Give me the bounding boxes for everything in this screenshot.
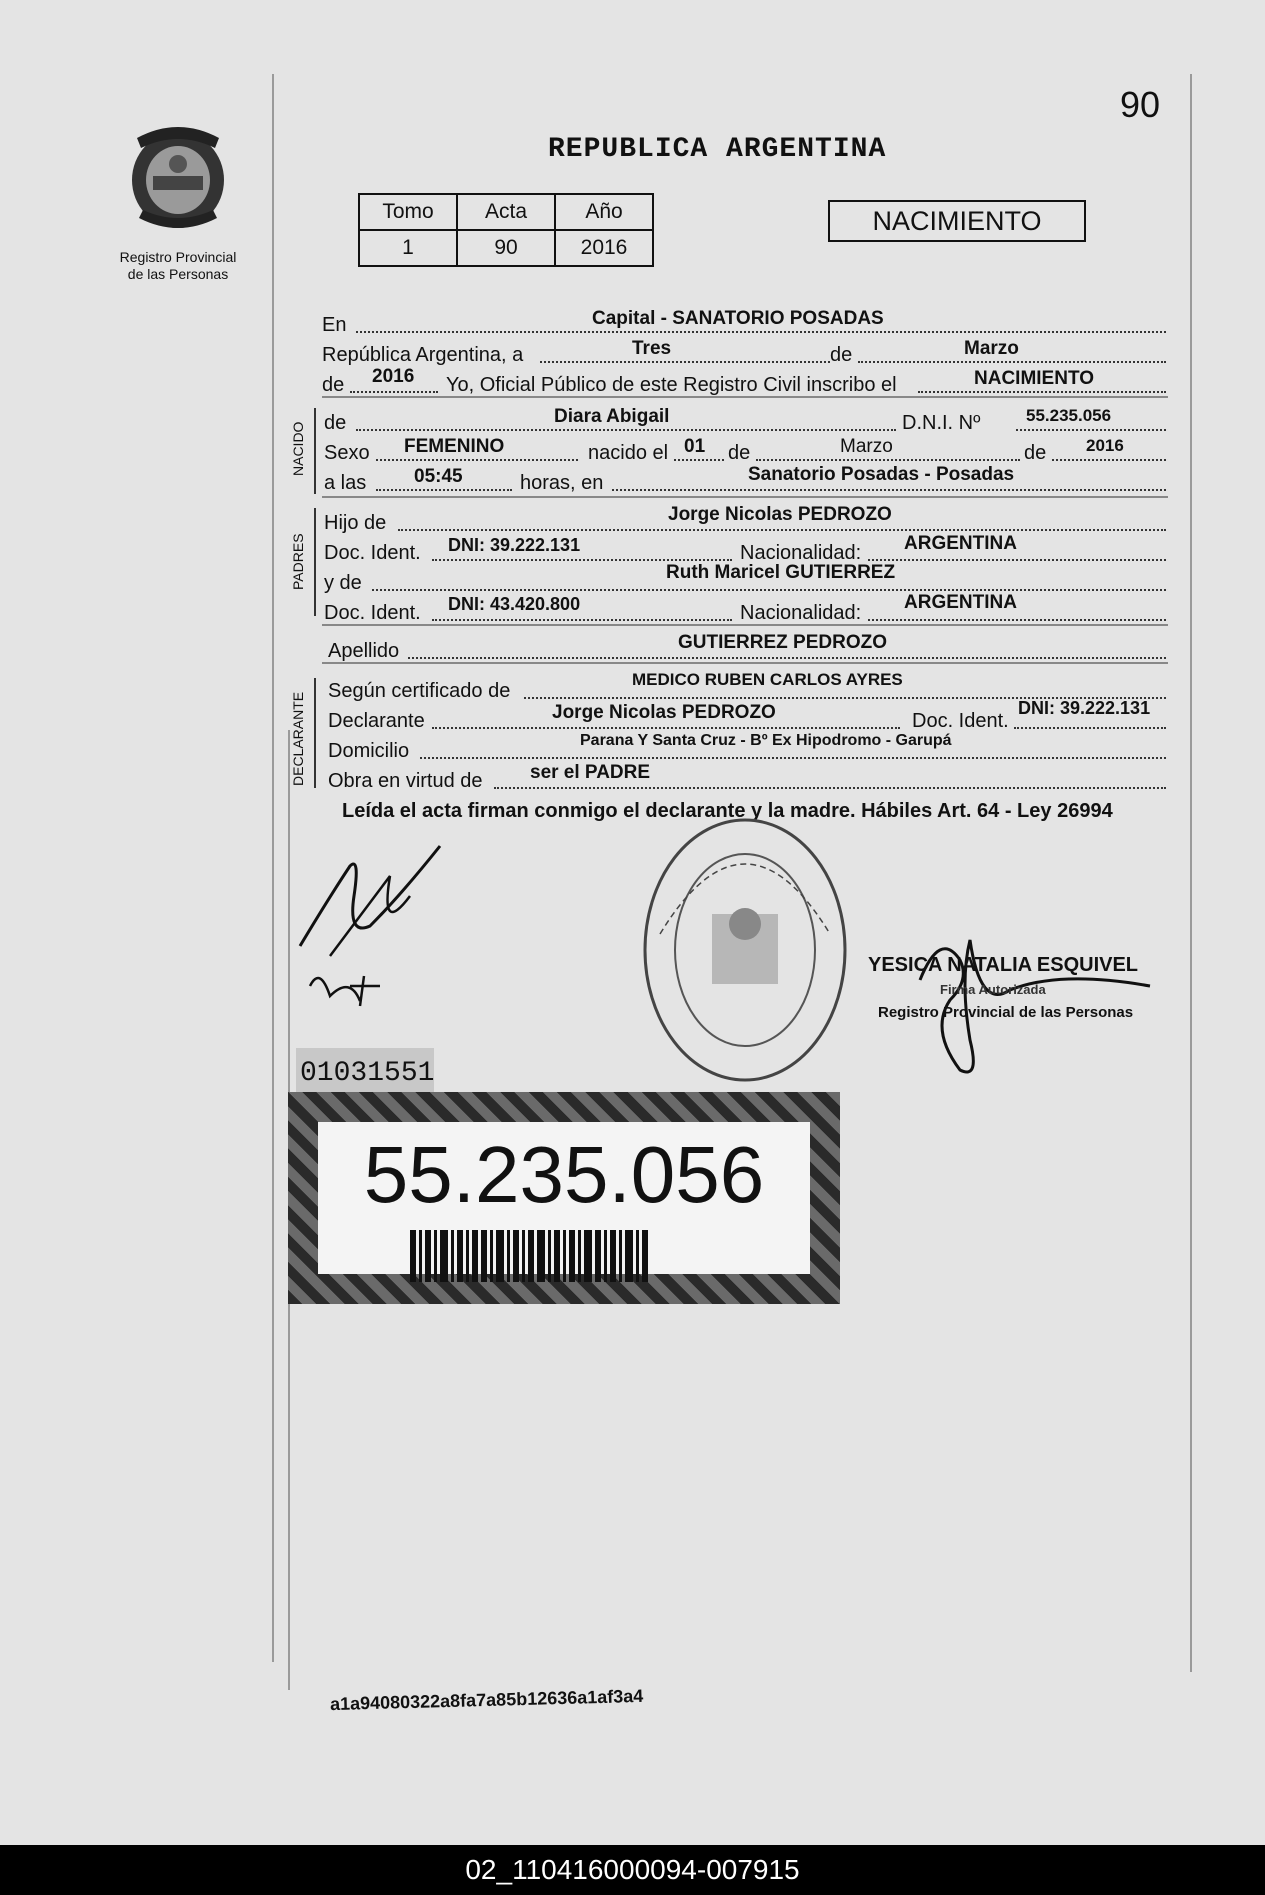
- value-nombre: Diara Abigail: [554, 406, 670, 427]
- label-de-mes-nac: de: [728, 442, 751, 464]
- label-horas-en: horas, en: [520, 472, 604, 494]
- label-doc-ident-padre: Doc. Ident.: [324, 542, 421, 564]
- closing-text: Leída el acta firman conmigo el declarante y la madre. Hábiles Art. 64 - Ley 26994: [342, 800, 1113, 822]
- value-anio-inscripcion: 2016: [372, 366, 415, 387]
- value-dia-inscripcion: Tres: [632, 338, 672, 359]
- value-lugar: Capital - SANATORIO POSADAS: [592, 308, 884, 329]
- header-tomo: Tomo: [359, 194, 457, 230]
- document-hash: a1a94080322a8fa7a85b12636a1af3a4: [329, 1685, 644, 1715]
- dotline-acto: [918, 391, 1166, 393]
- dotline-lugar-nac: [612, 489, 1166, 491]
- dotline-domicilio: [420, 757, 1166, 759]
- value-madre-dni: DNI: 43.420.800: [448, 594, 581, 614]
- dotline-padre-dni: [432, 559, 732, 561]
- dotline-padre: [398, 529, 1166, 531]
- dotline-mes-nac: [756, 459, 1020, 461]
- label-nacionalidad-padre: Nacionalidad:: [740, 542, 862, 564]
- dotline-apellido: [408, 657, 1166, 659]
- label-obra-en-virtud: Obra en virtud de: [328, 770, 483, 792]
- label-republica: República Argentina, a: [322, 344, 524, 366]
- record-type-box: NACIMIENTO: [828, 200, 1086, 242]
- dotline-madre: [372, 589, 1166, 591]
- identification-sticker: [288, 1092, 840, 1304]
- label-y-de: y de: [324, 572, 362, 594]
- registry-logo: [108, 118, 248, 283]
- official-stamp-icon: [640, 814, 850, 1086]
- separator-1: [322, 396, 1168, 398]
- bracket-nacido: [314, 408, 316, 494]
- value-padre-dni: DNI: 39.222.131: [448, 535, 581, 555]
- logo-caption-line1: Registro Provincial: [119, 249, 237, 265]
- value-obra: ser el PADRE: [530, 762, 651, 783]
- separator-4: [322, 662, 1168, 664]
- value-apellido: GUTIERREZ PEDROZO: [678, 632, 888, 653]
- value-padre: Jorge Nicolas PEDROZO: [668, 504, 892, 525]
- value-anio-nac: 2016: [1086, 436, 1124, 455]
- label-a-las: a las: [324, 472, 367, 494]
- left-margin-line: [272, 74, 274, 1662]
- value-tomo: 1: [359, 230, 457, 266]
- serial-number: 01031551: [296, 1048, 434, 1098]
- separator-2: [322, 496, 1168, 498]
- label-segun-certificado: Según certificado de: [328, 680, 511, 702]
- value-lugar-nac: Sanatorio Posadas - Posadas: [748, 464, 1015, 485]
- label-yo-oficial: Yo, Oficial Público de este Registro Civil inscribo el: [446, 374, 897, 396]
- dotline-madre-nac: [868, 619, 1166, 621]
- registry-table-value-row: [359, 230, 653, 266]
- dotline-madre-dni: [432, 619, 732, 621]
- bracket-padres: [314, 508, 316, 616]
- dotline-dia: [540, 361, 830, 363]
- side-label-padres: PADRES: [290, 533, 306, 590]
- dotline-dni: [1016, 429, 1166, 431]
- label-nacido-el: nacido el: [588, 442, 669, 464]
- dotline-dia-nac: [674, 459, 724, 461]
- side-label-declarante: DECLARANTE: [290, 691, 306, 786]
- value-mes-inscripcion: Marzo: [964, 338, 1019, 359]
- label-dni: D.N.I. Nº: [902, 412, 981, 434]
- label-de-anio: de: [322, 374, 345, 396]
- value-declarante-dni: DNI: 39.222.131: [1018, 698, 1151, 718]
- sticker-number: 55.235.056: [363, 1130, 765, 1219]
- value-domicilio: Parana Y Santa Cruz - Bº Ex Hipodromo - Garupá: [580, 732, 952, 749]
- value-acto: NACIMIENTO: [974, 368, 1094, 389]
- header-anio: Año: [555, 194, 653, 230]
- label-doc-ident-madre: Doc. Ident.: [324, 602, 421, 624]
- label-doc-ident-declarante: Doc. Ident.: [912, 710, 1009, 732]
- label-en: En: [322, 314, 347, 336]
- value-dni-nacido: 55.235.056: [1026, 406, 1112, 425]
- official-name: YESICA NATALIA ESQUIVEL: [868, 954, 1139, 976]
- logo-caption: [108, 249, 248, 283]
- dotline-hora: [376, 489, 512, 491]
- side-label-nacido: NACIDO: [290, 421, 306, 476]
- label-de-anio-nac: de: [1024, 442, 1047, 464]
- value-dia-nac: 01: [684, 436, 706, 457]
- page-number: 90: [1120, 84, 1161, 125]
- dotline-anio-nac: [1052, 459, 1166, 461]
- value-hora: 05:45: [414, 466, 463, 487]
- value-madre-nac: ARGENTINA: [904, 592, 1017, 613]
- label-declarante: Declarante: [328, 710, 425, 732]
- value-mes-nac: Marzo: [840, 436, 893, 457]
- logo-caption-line2: de las Personas: [127, 266, 229, 282]
- official-office: Registro Provincial de las Personas: [878, 1004, 1134, 1021]
- declarant-signature-icon: [290, 836, 470, 1016]
- value-certificado: MEDICO RUBEN CARLOS AYRES: [632, 670, 903, 689]
- label-hijo-de: Hijo de: [324, 512, 387, 534]
- barcode-icon: [410, 1230, 720, 1282]
- dotline-mes: [858, 361, 1166, 363]
- value-acta: 90: [457, 230, 555, 266]
- value-padre-nac: ARGENTINA: [904, 533, 1017, 554]
- dotline-obra: [494, 787, 1166, 789]
- dotline-sexo: [376, 459, 578, 461]
- dotline-en: [356, 331, 1166, 333]
- official-role: Firma Autorizada: [940, 982, 1046, 997]
- value-anio: 2016: [555, 230, 653, 266]
- value-declarante: Jorge Nicolas PEDROZO: [552, 702, 776, 723]
- dotline-anio: [350, 391, 438, 393]
- label-de-mes: de: [830, 344, 853, 366]
- registry-table: [358, 193, 654, 267]
- document-title: REPUBLICA ARGENTINA: [548, 134, 887, 165]
- header-acta: Acta: [457, 194, 555, 230]
- label-sexo: Sexo: [324, 442, 370, 464]
- sticker-label: [318, 1122, 810, 1274]
- footer-id: 02_110416000094-007915: [0, 1845, 1265, 1895]
- label-domicilio: Domicilio: [328, 740, 410, 762]
- value-sexo: FEMENINO: [404, 436, 505, 457]
- bracket-declarante: [314, 678, 316, 788]
- separator-3: [322, 624, 1168, 626]
- dotline-declarante: [432, 727, 900, 729]
- right-margin-line: [1190, 74, 1192, 1672]
- dotline-declarante-dni: [1014, 727, 1166, 729]
- dotline-nombre: [356, 429, 896, 431]
- dotline-padre-nac: [868, 559, 1166, 561]
- label-nacionalidad-madre: Nacionalidad:: [740, 602, 862, 624]
- provincial-seal-icon: [123, 118, 233, 238]
- registry-table-header-row: [359, 194, 653, 230]
- value-madre: Ruth Maricel GUTIERREZ: [666, 562, 896, 583]
- label-apellido: Apellido: [328, 640, 400, 662]
- label-de-nombre: de: [324, 412, 347, 434]
